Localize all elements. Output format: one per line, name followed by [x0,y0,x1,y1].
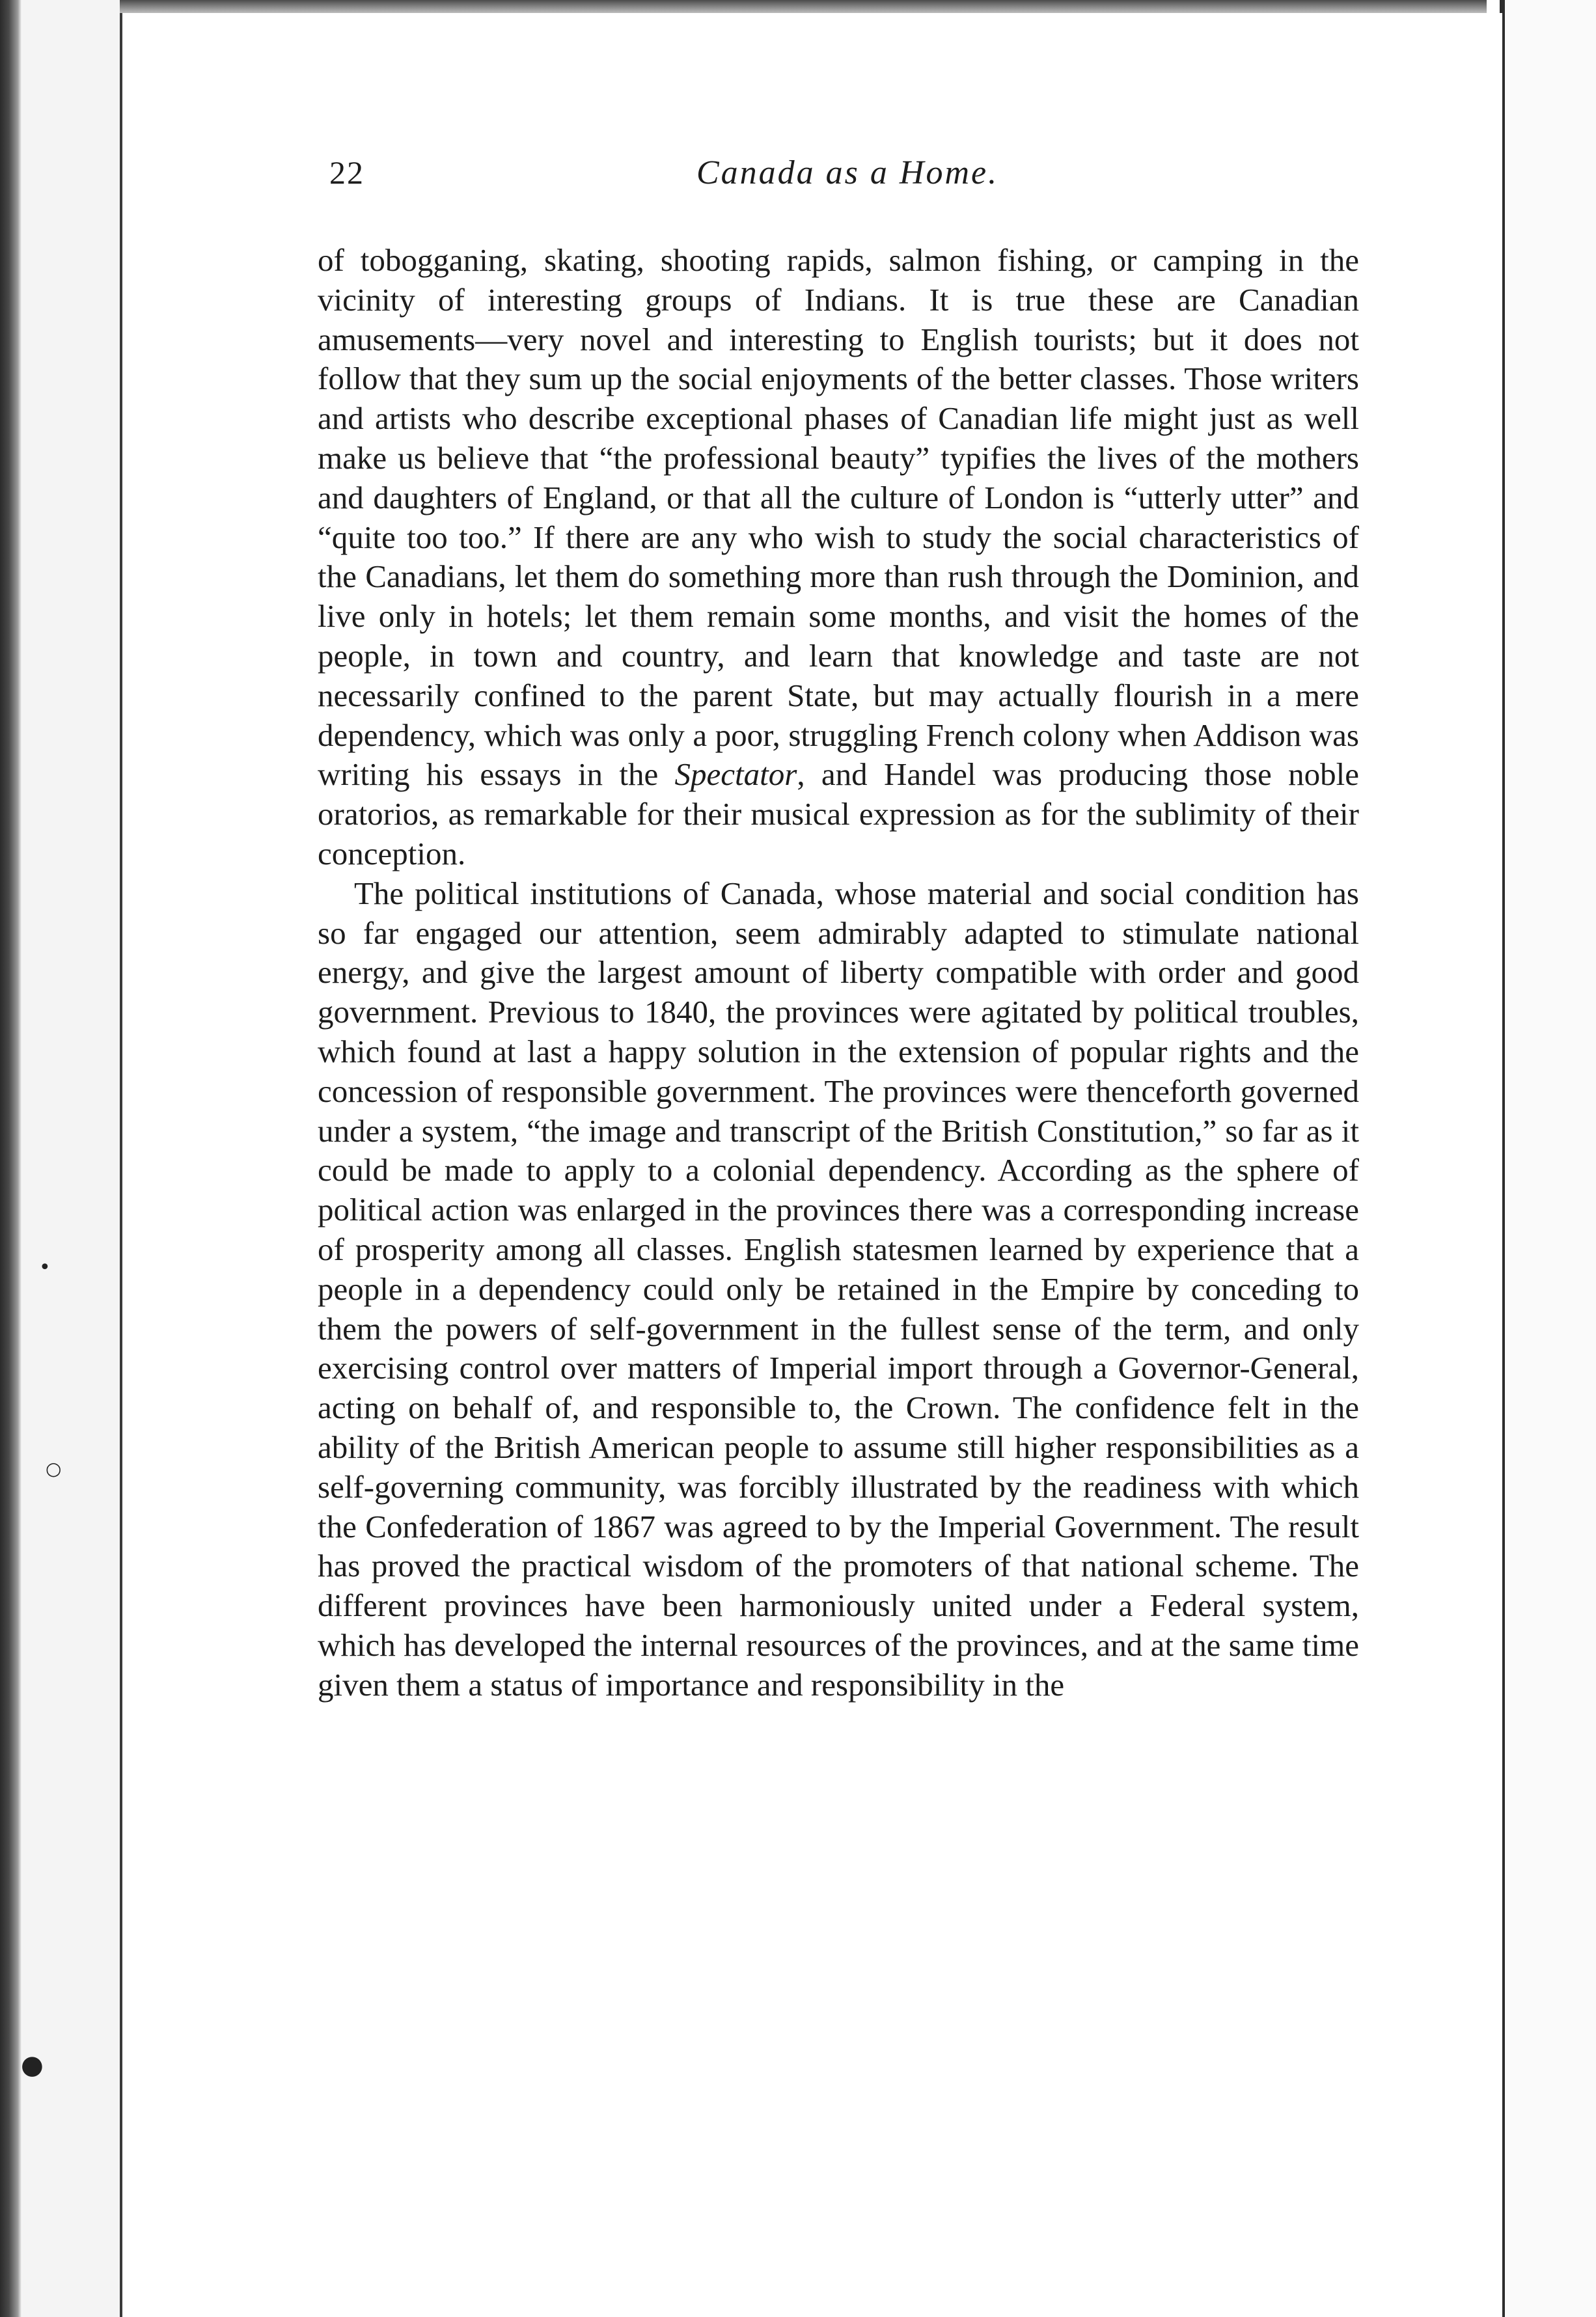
scan-left-margin [22,0,120,2317]
text-segment: The political institutions of Canada, whose material and social condition has so far engaged our attention, seem admirably adapted to stimulate national energy, and give the largest amount of liberty compatible with order and good government. Previous to 1840, the provinces were agitated by political troubles, which found at last a happy solution in the extension of popular rights and the concession of responsible government. The provinces were thenceforth governed under a system, “the image and transcript of the British Constitution,” so far as it could be made to apply to a colonial dependency. According as the sphere of political action was enlarged in the provinces there was a corresponding increase of prosperity among all classes. English statesmen learned by experience that a people in a dependency could only be retained in the Empire by conceding to them the powers of self-government in the fullest sense of the term, and only exercising control over matters of Imperial import through a Governor-General, acting on behalf of, and responsible to, the Crown. The confidence felt in the ability of the British American people to assume still higher responsibilities as a self-governing community, was forcibly illustrated by the readiness with which the Confederation of 1867 was agreed to by the Imperial Government. The result has proved the practical wisdom of the promoters of that national scheme. The different provinces have been harmoniously united under a Federal system, which has developed the internal resources of the provinces, and at the same time given them a status of importance and responsibility in the [318,875,1359,1703]
scan-speck: ○ [46,1458,62,1479]
text-segment: , and Handel was producing those noble oratorios, as remarkable for their musical expression as for the sublimity of their conception. [318,756,1359,871]
paragraph-political-institutions [318,874,1359,1705]
text-segment: of tobogganing, skating, shooting rapids, salmon fishing, or camping in the vicinity of interesting groups of Indians. It is true these are Canadian amusements—very novel and interesting to English tourists; but it does not follow that they sum up the social enjoyments of the better classes. Those writers and artists who describe exceptional phases of Canadian life might just as well make us believe that “the professional beauty” typifies the lives of the mothers and daughters of England, or that all the culture of London is “utterly utter” and “quite too too.” If there are any who wish to study the social characteristics of the Canadians, let them do something more than rush through the Dominion, and live only in hotels; let them remain some months, and visit the homes of the people, in town and country, and learn that knowledge and taste are not necessarily confined to the parent State, but may actually flourish in a mere dependency, which was only a poor, struggling French colony when Addison was writing his essays in the [318,242,1359,793]
scan-speck: • [39,1256,51,1279]
text-segment-italic-title: Spectator [674,756,797,793]
running-head [319,154,1360,206]
scan-right-margin [1505,0,1596,2317]
running-title: Canada as a Home. [696,154,999,191]
body-text [318,241,1359,1705]
page-number: 22 [329,154,365,191]
scan-speck: ● [21,2050,44,2080]
scan-binding-edge [0,0,22,2317]
scan-top-edge [120,0,1487,13]
paragraph-continued [318,241,1359,874]
